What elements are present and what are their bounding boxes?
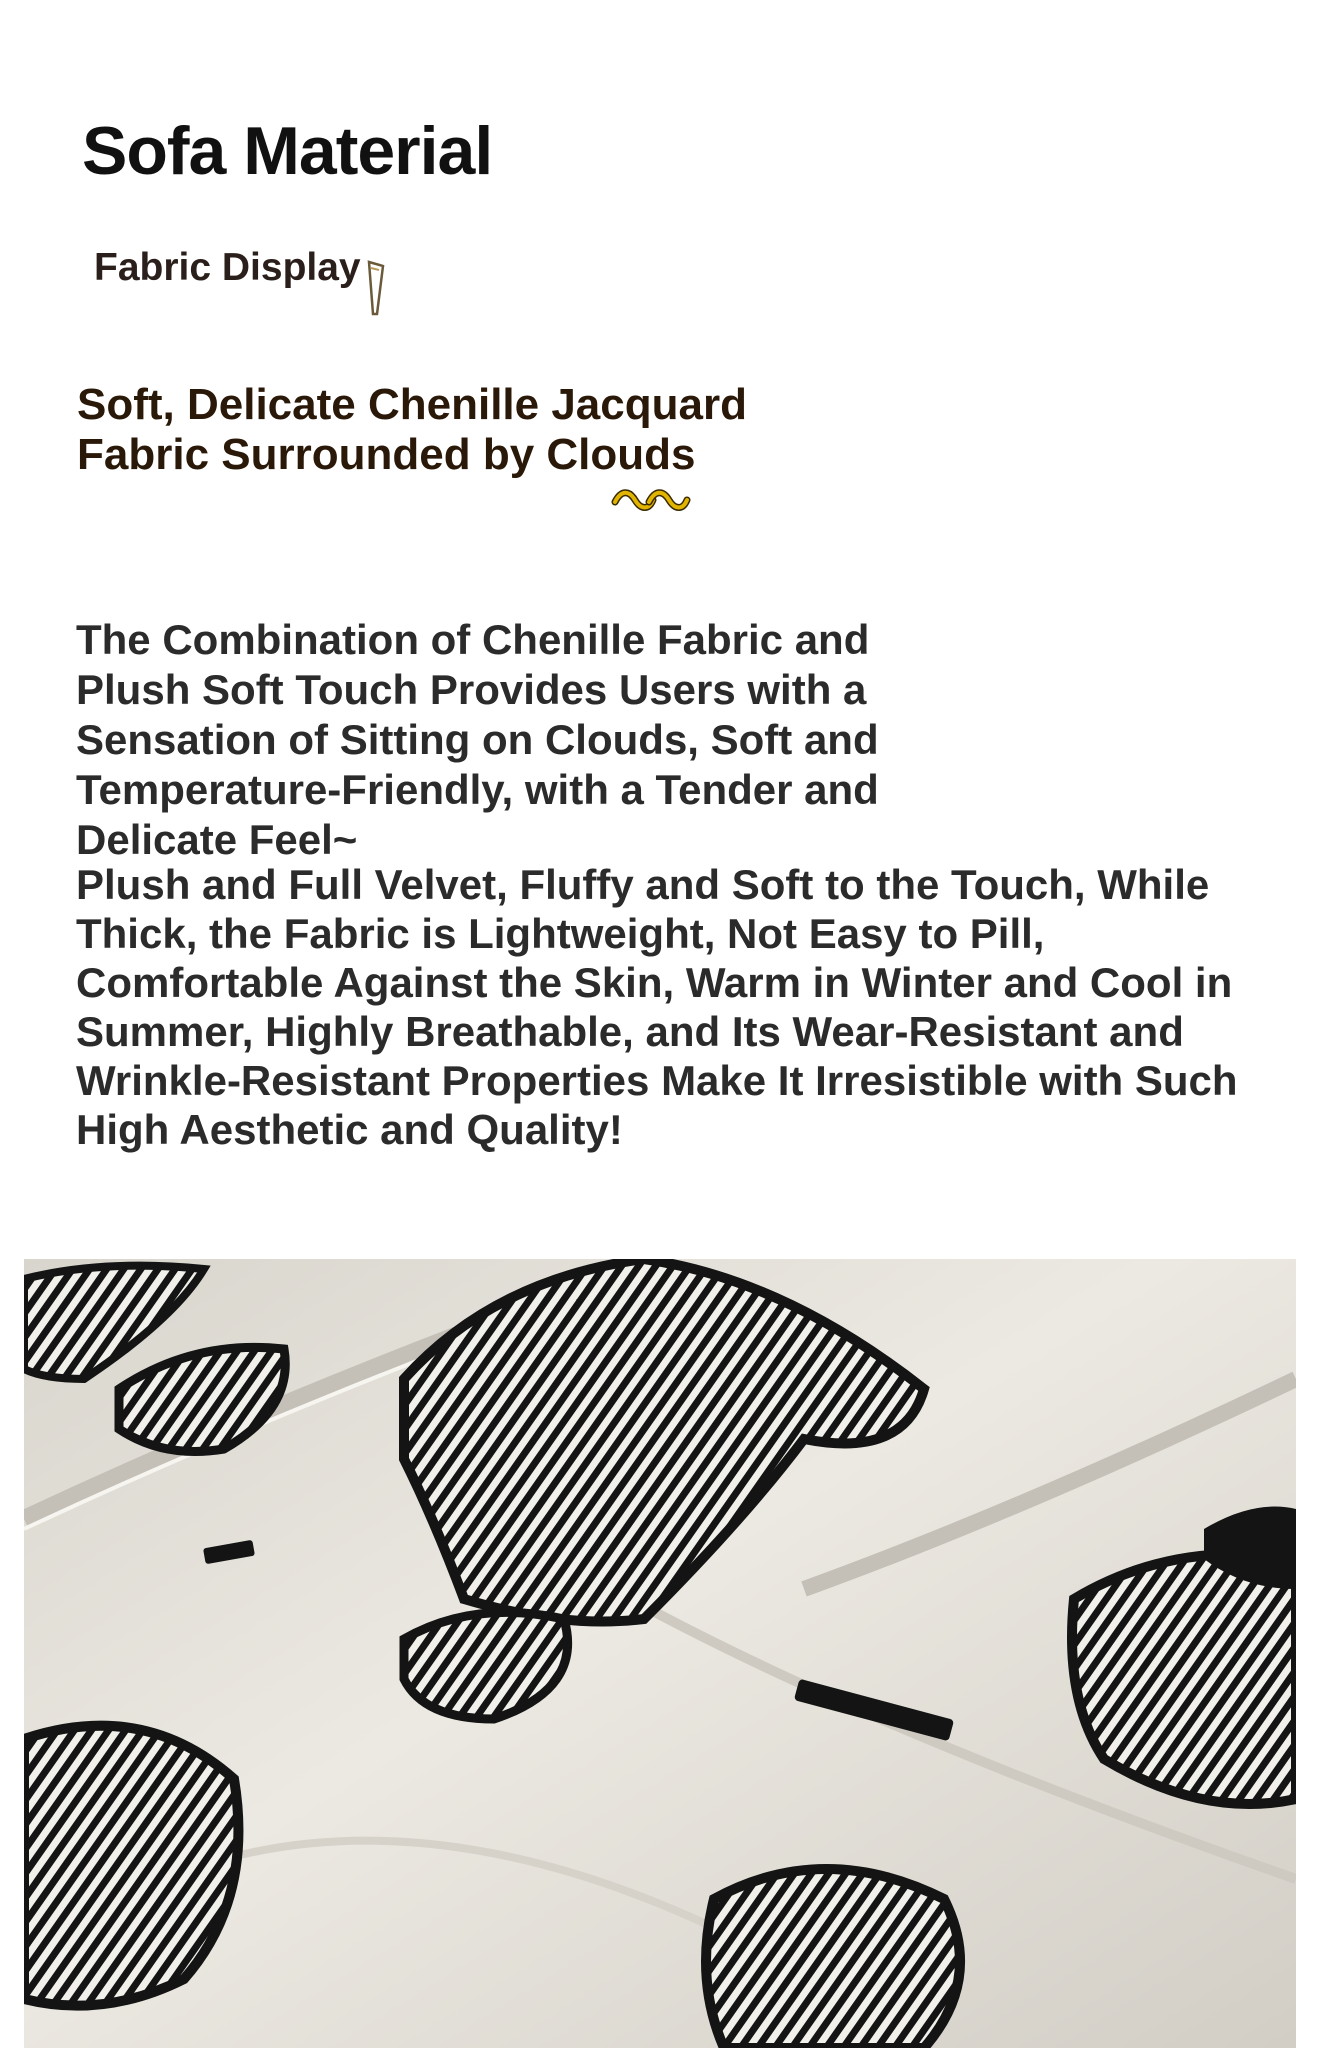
wave-icon [611, 486, 691, 516]
pin-icon [365, 258, 387, 318]
subtitle-row [94, 246, 387, 318]
description-paragraph: The Combination of Chenille Fabric and Plush Soft Touch Provides Users with a Sensation of Sitting on Clouds, Soft and Temperature-Friendly, with a Tender and Delicate Feel~ [76, 616, 879, 863]
fabric-photo [24, 1259, 1296, 2048]
section-subtitle: Fabric Display [94, 246, 361, 289]
page-title: Sofa Material [82, 113, 493, 189]
headline: Soft, Delicate Chenille Jacquard Fabric Surrounded by Clouds [77, 380, 747, 479]
features-paragraph: Plush and Full Velvet, Fluffy and Soft to the Touch, While Thick, the Fabric is Lightweight, Not Easy to Pill, Comfortable Against the Skin, Warm in Winter and Cool in Summer, Highly Breathable, and Its Wear-Resistant and Wrinkle-Resistant Properties Make It Irresistible with Such High Aesthetic and Quality! [76, 861, 1238, 1153]
